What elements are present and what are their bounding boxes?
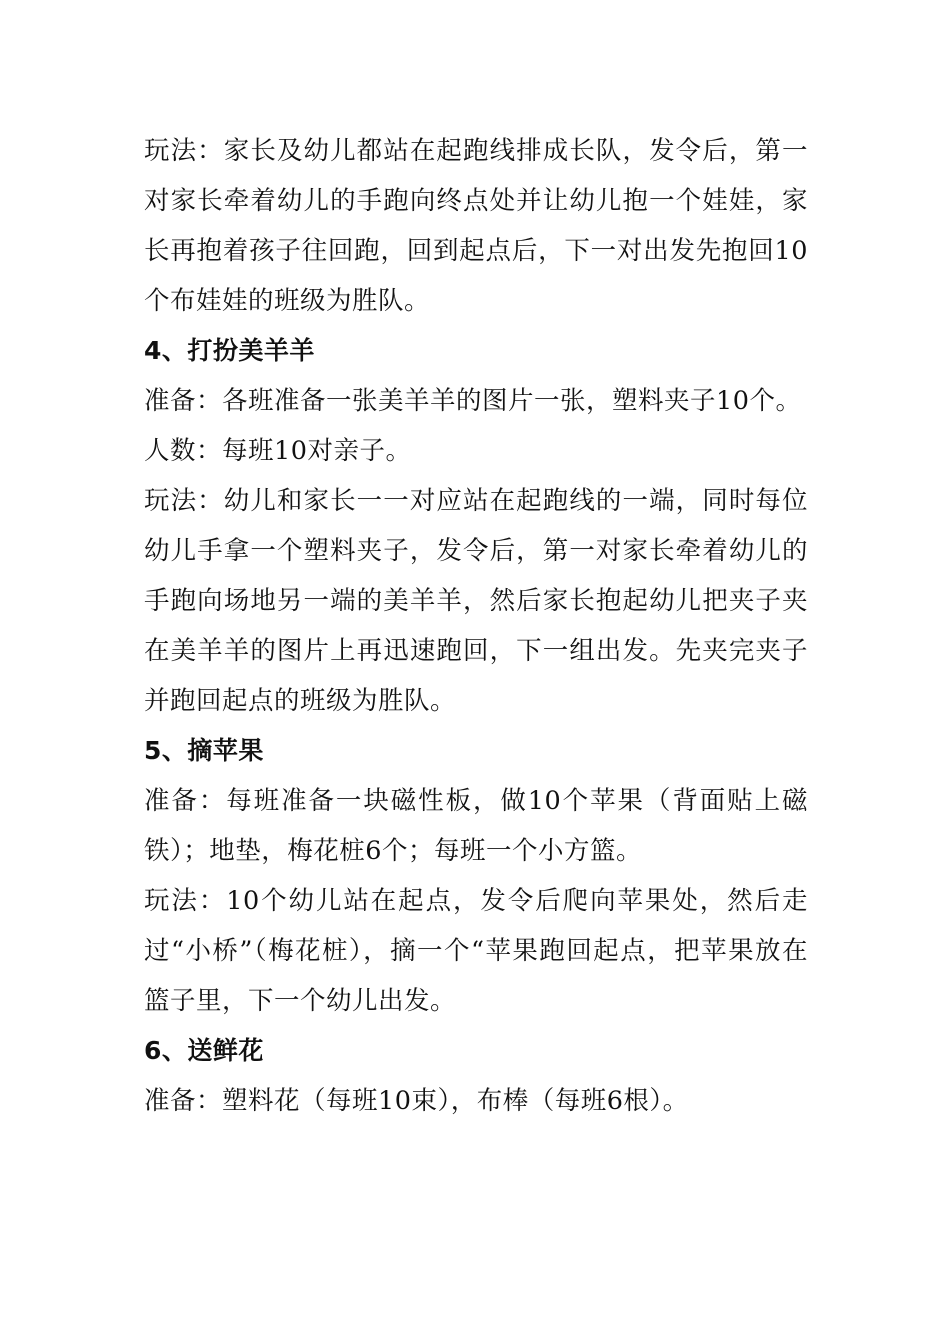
prep-5: 准备：每班准备一块磁性板，做10个苹果（背面贴上磁铁）；地垫，梅花桩6个；每班一个小方篮。 <box>144 786 808 866</box>
section-5-title: 5、摘苹果 <box>144 736 264 765</box>
people-4: 人数：每班10对亲子。 <box>144 436 412 466</box>
section-6-title: 6、送鲜花 <box>144 1036 264 1065</box>
prep-4: 准备：各班准备一张美羊羊的图片一张，塑料夹子10个。 <box>144 386 802 416</box>
play-method-3: 玩法：家长及幼儿都站在起跑线排成长队，发令后，第一对家长牵着幼儿的手跑向终点处并让幼儿抱一个娃娃，家长再抱着孩子往回跑，回到起点后，下一对出发先抱回10个布娃娃的班级为胜队。 <box>144 136 808 316</box>
prep-6: 准备：塑料花（每班10束），布棒（每班6根）。 <box>144 1086 689 1116</box>
play-method-5: 玩法：10个幼儿站在起点，发令后爬向苹果处，然后走过“小桥”（梅花桩），摘一个“苹果跑回起点，把苹果放在篮子里，下一个幼儿出发。 <box>144 886 808 1016</box>
play-method-4: 玩法：幼儿和家长一一对应站在起跑线的一端，同时每位幼儿手拿一个塑料夹子，发令后，第一对家长牵着幼儿的手跑向场地另一端的美羊羊，然后家长抱起幼儿把夹子夹在美羊羊的图片上再迅速跑回，下一组出发。先夹完夹子并跑回起点的班级为胜队。 <box>144 486 808 716</box>
section-4-title: 4、打扮美羊羊 <box>144 336 315 365</box>
document-body <box>144 126 808 1126</box>
